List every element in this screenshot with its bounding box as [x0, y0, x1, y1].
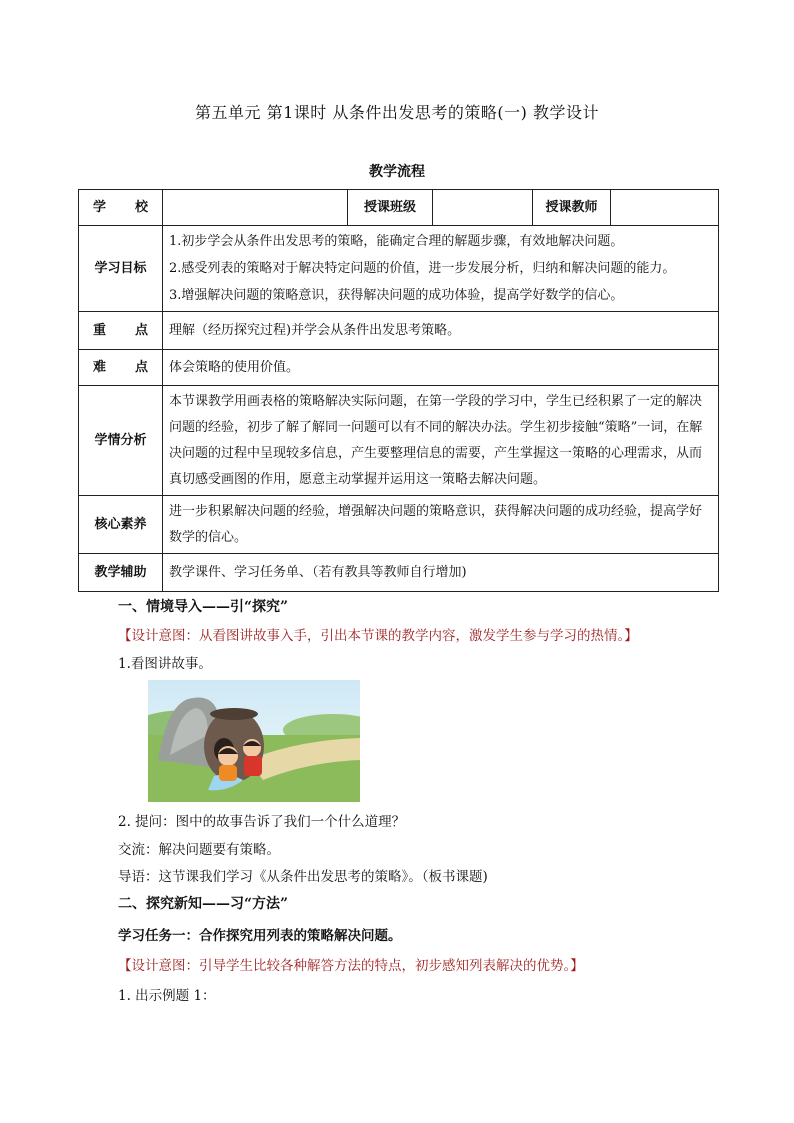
analysis-label: 学情分析 [79, 386, 163, 496]
goal-item: 1.初步学会从条件出发思考的策略，能确定合理的解题步骤，有效地解决问题。 [169, 234, 624, 249]
section1-step1: 1.看图讲故事。 [118, 656, 212, 672]
goals-label: 学习目标 [79, 226, 163, 312]
table-row-school [79, 190, 719, 226]
section1-step2: 2. 提问：图中的故事告诉了我们一个什么道理？ [118, 814, 406, 830]
key-content: 理解（经历探究过程)并学会从条件出发思考策略。 [163, 312, 719, 350]
section1-intent: 【设计意图：从看图讲故事入手，引出本节课的教学内容，激发学生参与学习的热情。】 [118, 628, 638, 644]
story-illustration [148, 680, 360, 802]
school-value[interactable] [163, 190, 348, 226]
difficult-content: 体会策略的使用价值。 [163, 350, 719, 386]
goal-item: 2.感受列表的策略对于解决特定问题的价值，进一步发展分析，归纳和解决问题的能力。 [169, 261, 676, 276]
section2-step1: 1. 出示例题 1： [118, 988, 216, 1004]
literacy-label: 核心素养 [79, 496, 163, 554]
table-row-literacy [79, 496, 719, 554]
section2-intent: 【设计意图：引导学生比较各种解答方法的特点，初步感知列表解决的优势。】 [118, 958, 584, 974]
analysis-content: 本节课教学用画表格的策略解决实际问题，在第一学段的学习中，学生已经积累了一定的解决问题的经验，初步了解了解同一问题可以有不同的解决办法。学生初步接触“策略”一词，在解决问题的过程中呈现较多信息，产生要整理信息的需要，产生掌握这一策略的心理需求，从而真切感受画图的作用，愿意主动掌握并运用这一策略去解决问题。 [163, 386, 719, 496]
section1-guide: 导语：这节课我们学习《从条件出发思考的策略》。（板书课题) [118, 869, 488, 885]
school-label: 学 校 [79, 190, 163, 226]
teacher-label: 授课教师 [533, 190, 611, 226]
table-row-key [79, 312, 719, 350]
aids-content: 教学课件、学习任务单、（若有教具等教师自行增加) [163, 554, 719, 592]
teacher-value[interactable] [611, 190, 719, 226]
table-row-difficult [79, 350, 719, 386]
class-value[interactable] [433, 190, 533, 226]
aids-label: 教学辅助 [79, 554, 163, 592]
section2-heading: 二、探究新知——习“方法” [118, 896, 289, 912]
goals-content [163, 226, 719, 312]
story-illustration-image [148, 680, 360, 802]
section-subtitle: 教学流程 [369, 164, 425, 180]
difficult-label: 难 点 [79, 350, 163, 386]
section1-exchange: 交流：解决问题要有策略。 [118, 842, 280, 858]
class-label: 授课班级 [348, 190, 433, 226]
table-row-aids [79, 554, 719, 592]
key-label: 重 点 [79, 312, 163, 350]
literacy-content: 进一步积累解决问题的经验，增强解决问题的策略意识，获得解决问题的成功经验，提高学好数学的信心。 [163, 496, 719, 554]
lesson-info-table [78, 189, 719, 592]
goal-item: 3.增强解决问题的策略意识，获得解决问题的成功体验，提高学好数学的信心。 [169, 288, 624, 303]
page-title: 第五单元 第1课时 从条件出发思考的策略(一) 教学设计 [195, 103, 599, 122]
table-row-analysis [79, 386, 719, 496]
section2-task: 学习任务一：合作探究用列表的策略解决问题。 [118, 928, 402, 944]
table-row-goals [79, 226, 719, 312]
section1-heading: 一、情境导入——引“探究” [118, 599, 289, 615]
